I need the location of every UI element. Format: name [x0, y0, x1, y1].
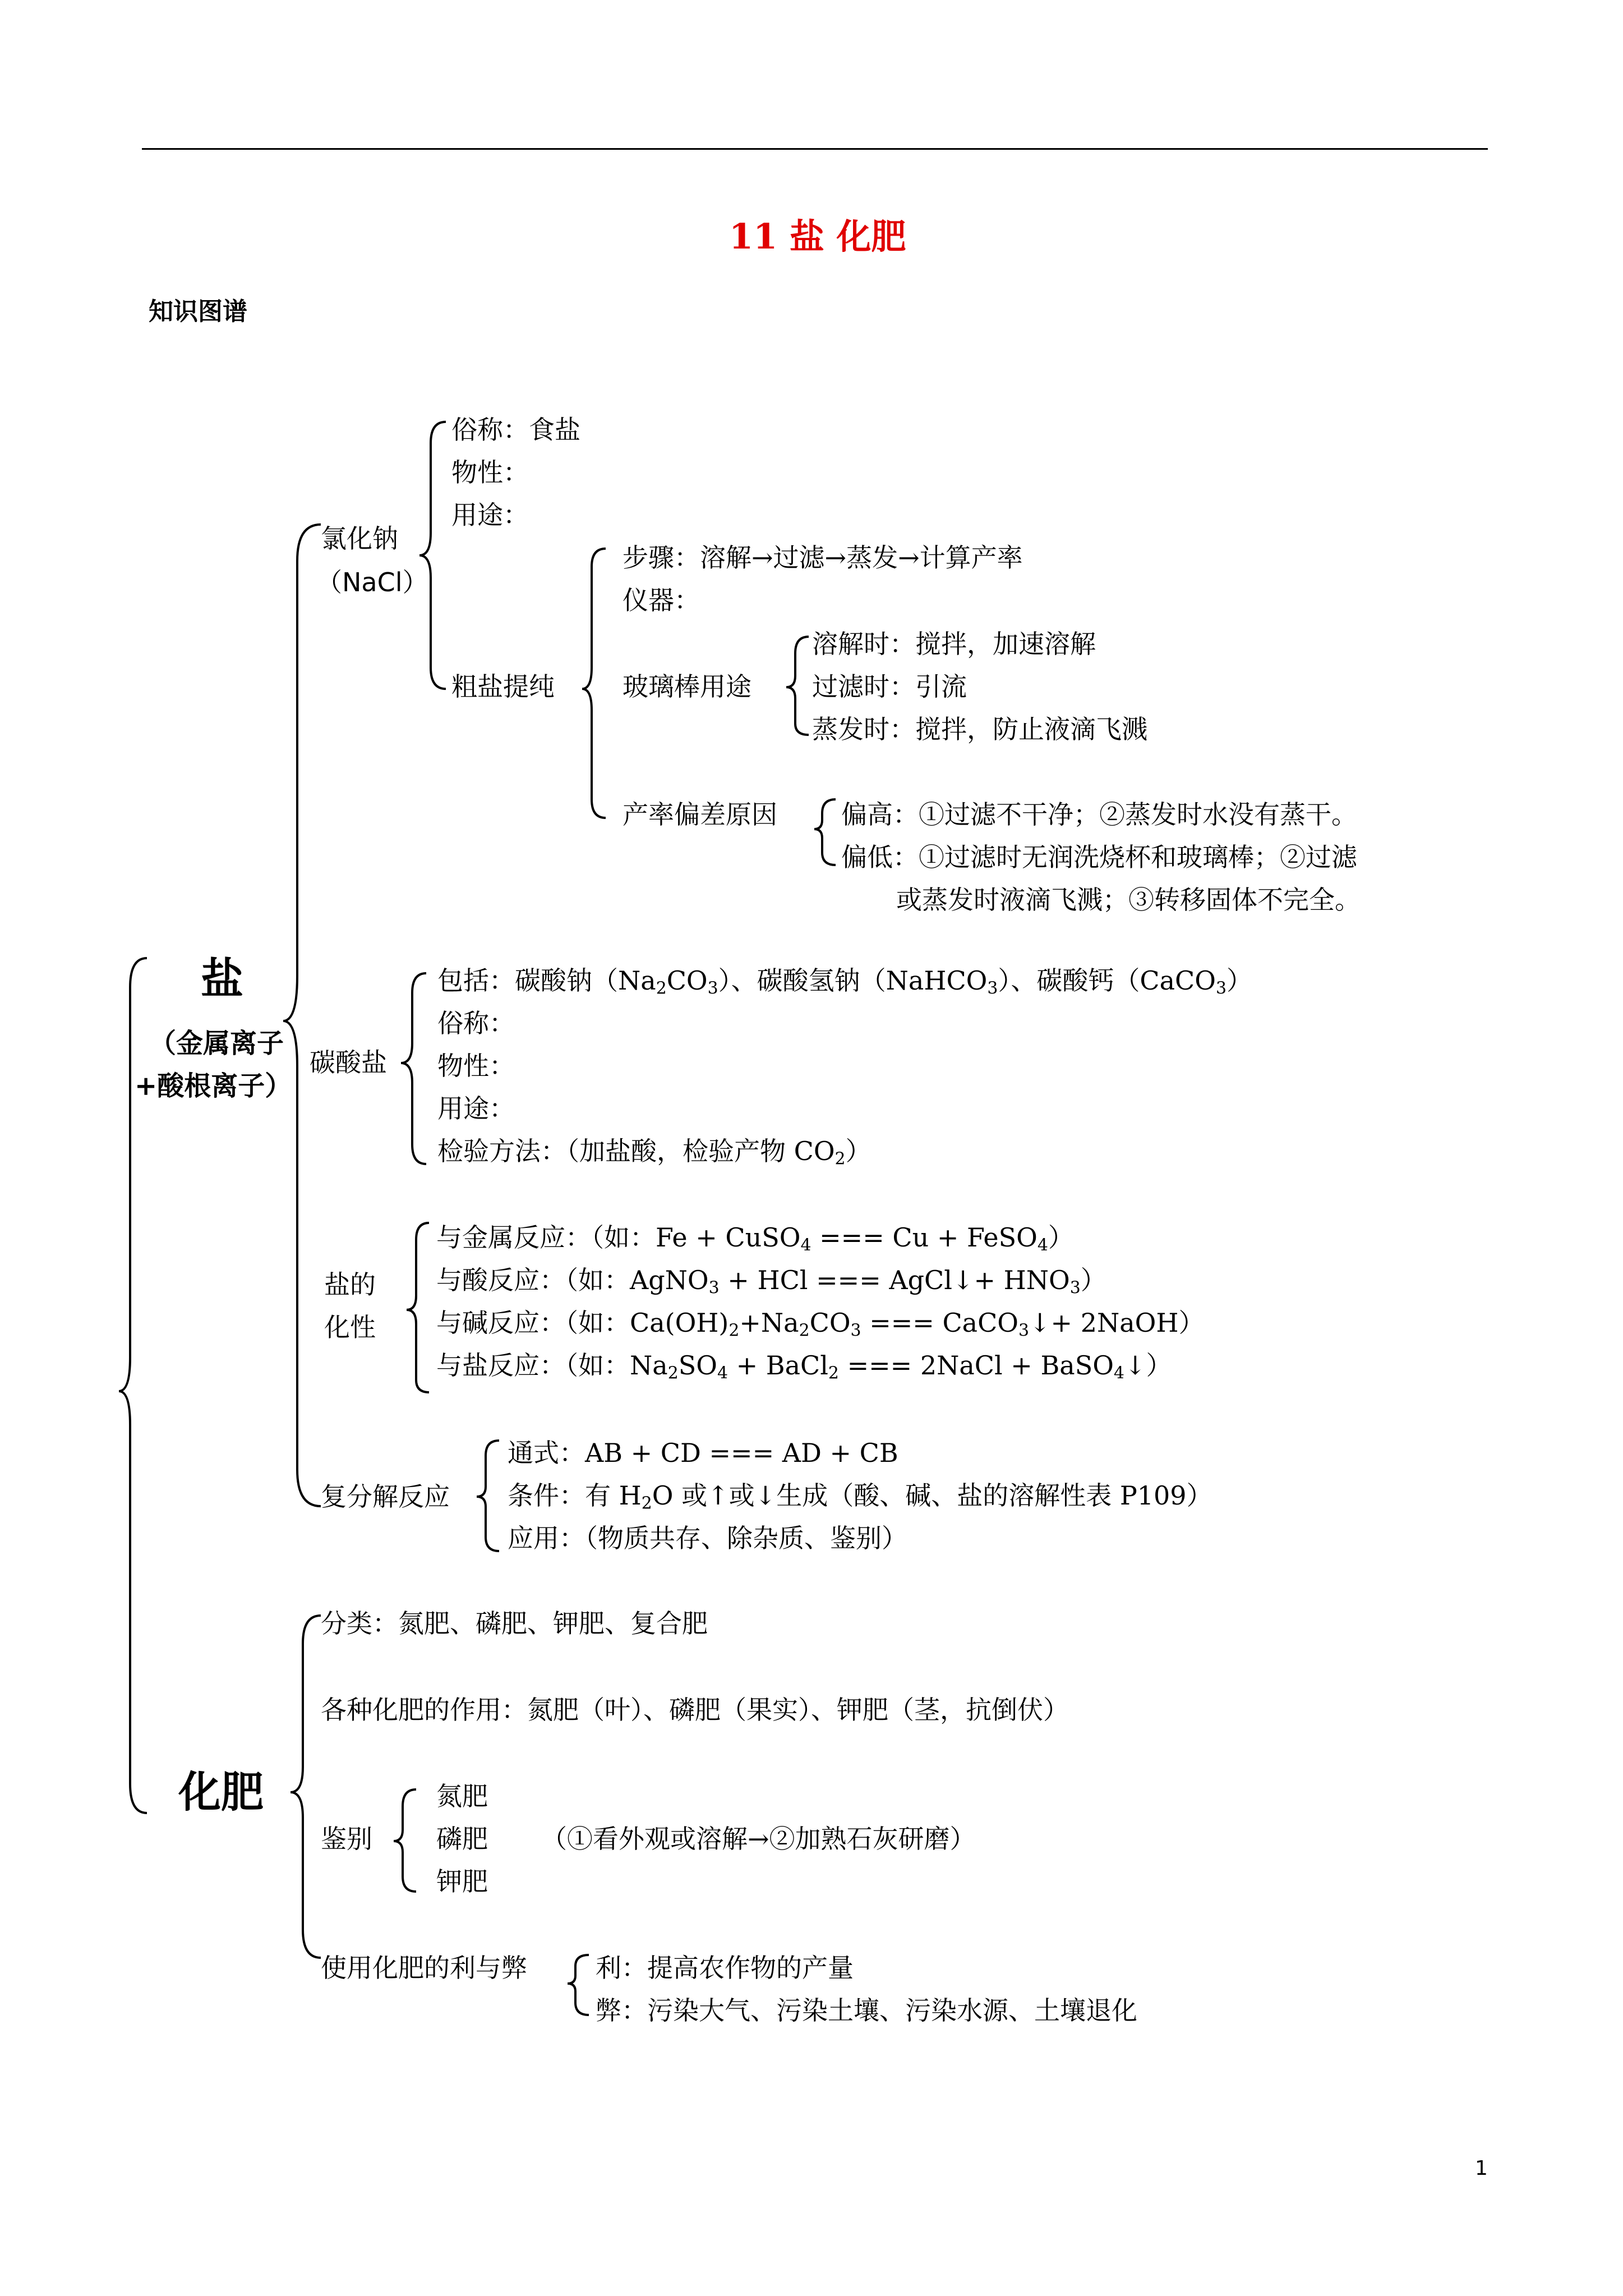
brace-nacl — [419, 422, 446, 689]
chem-base: 与碱反应：（如：$Ca(OH)_2+Na_2CO_3$ === CaCO$_3$↓+ 2NaOH） — [436, 1308, 1205, 1341]
double-condition: 条件：有 $H_2O$ 或↑或↓生成（酸、碱、盐的溶解性表 P109） — [508, 1480, 1212, 1513]
error-low-2: 或蒸发时液滴飞溅；③转移固体不完全。 — [896, 885, 1361, 915]
carbonate-use: 用途： — [437, 1093, 515, 1124]
rod-label: 玻璃棒用途 — [623, 671, 751, 702]
brace-chem — [407, 1223, 429, 1392]
identify-label: 鉴别 — [321, 1824, 372, 1854]
salt-def-line2: +酸根离子） — [135, 1070, 292, 1102]
identify-p: 磷肥 — [436, 1824, 488, 1854]
chem-salt-prefix: 与盐反应：（如：Na — [436, 1350, 668, 1381]
nacl-physical: 物性： — [451, 457, 529, 487]
chem-metal: 与金属反应：（如：Fe + CuSO$_4$ === Cu + FeSO$_4$） — [436, 1222, 1074, 1255]
brace-fertilizer — [291, 1616, 321, 1958]
brace-salt — [283, 524, 321, 1506]
fertilizer-label: 化肥 — [178, 1767, 264, 1817]
purify-instruments: 仪器： — [623, 585, 700, 615]
chem-base-prefix: 与碱反应：（如：Ca(OH) — [436, 1308, 729, 1338]
purify-label: 粗盐提纯 — [451, 671, 555, 702]
chem-label-2: 化性 — [324, 1312, 376, 1342]
page-title: 11 盐 化肥 — [729, 216, 906, 257]
nacl-label: 氯化钠 — [321, 523, 398, 554]
rod-evaporate: 蒸发时：搅拌，防止液滴飞溅 — [812, 714, 1147, 744]
double-application: 应用：（物质共存、除杂质、鉴别） — [508, 1523, 907, 1553]
section-heading: 知识图谱 — [149, 297, 247, 326]
carbonate-common-name: 俗称： — [437, 1008, 515, 1038]
rod-dissolve: 溶解时：搅拌，加速溶解 — [812, 629, 1096, 659]
salt-def-line1: （金属离子 — [149, 1028, 284, 1059]
error-high: 偏高：①过滤不干净；②蒸发时水没有蒸干。 — [841, 799, 1357, 830]
brace-error — [814, 799, 836, 865]
carbonate-includes-prefix: 包括：碳酸钠（Na — [437, 965, 656, 996]
page-number: 1 — [1475, 2157, 1488, 2180]
double-label: 复分解反应 — [321, 1481, 450, 1512]
brace-identify — [394, 1789, 416, 1892]
brace-proscons — [568, 1955, 589, 2015]
carbonate-includes: 包括：碳酸钠$(Na_2CO_3)$、碳酸氢钠（NaHCO$_3$）、碳酸钙（CaCO$_3$） — [437, 965, 1252, 999]
brace-double — [477, 1441, 499, 1551]
cons-line: 弊：污染大气、污染土壤、污染水源、土壤退化 — [596, 1995, 1137, 2026]
chem-metal-prefix: 与金属反应：（如：Fe + CuSO — [436, 1222, 801, 1253]
error-label: 产率偏差原因 — [623, 799, 777, 830]
chem-acid-prefix: 与酸反应：（如：AgNO — [436, 1265, 709, 1295]
carbonate-test-prefix: 检验方法：（加盐酸，检验产物 CO — [437, 1136, 835, 1166]
pros-line: 利：提高农作物的产量 — [596, 1953, 854, 1983]
double-general: 通式：AB + CD === AD + CB — [508, 1438, 898, 1468]
carbonate-test: 检验方法：（加盐酸，检验产物 $CO_2$） — [437, 1136, 872, 1169]
brace-purify — [582, 549, 606, 818]
brace-carbonate — [401, 973, 426, 1164]
salt-label: 盐 — [201, 954, 243, 1004]
fertilizer-classes: 分类：氮肥、磷肥、钾肥、复合肥 — [321, 1608, 708, 1639]
nacl-use: 用途： — [451, 500, 529, 530]
nacl-common-name: 俗称：食盐 — [451, 415, 580, 445]
identify-k: 钾肥 — [436, 1866, 488, 1897]
brace-rod — [786, 637, 809, 735]
chem-label-1: 盐的 — [324, 1269, 376, 1300]
identify-method: （①看外观或溶解→②加熟石灰研磨） — [541, 1824, 976, 1854]
chem-acid: 与酸反应：（如：AgNO$_3$ + HCl === AgCl↓+ $HNO_3$） — [436, 1265, 1106, 1298]
carbonate-physical: 物性： — [437, 1051, 515, 1081]
rod-filter: 过滤时：引流 — [812, 671, 967, 702]
purify-steps: 步骤：溶解→过滤→蒸发→计算产率 — [623, 542, 1023, 573]
pros-cons-label: 使用化肥的利与弊 — [321, 1953, 527, 1983]
fertilizer-roles: 各种化肥的作用：氮肥（叶）、磷肥（果实）、钾肥（茎，抗倒伏） — [321, 1695, 1069, 1725]
chem-salt: 与盐反应：（如：$Na_2SO_4$ + BaCl$_2$ === 2NaCl + BaSO$_4$↓） — [436, 1350, 1172, 1383]
double-condition-prefix: 条件：有 H — [508, 1480, 642, 1511]
identify-n: 氮肥 — [436, 1781, 488, 1811]
carbonate-label: 碳酸盐 — [310, 1047, 387, 1078]
nacl-formula: （NaCl） — [316, 567, 428, 597]
error-low-1: 偏低：①过滤时无润洗烧杯和玻璃棒；②过滤 — [841, 842, 1357, 872]
